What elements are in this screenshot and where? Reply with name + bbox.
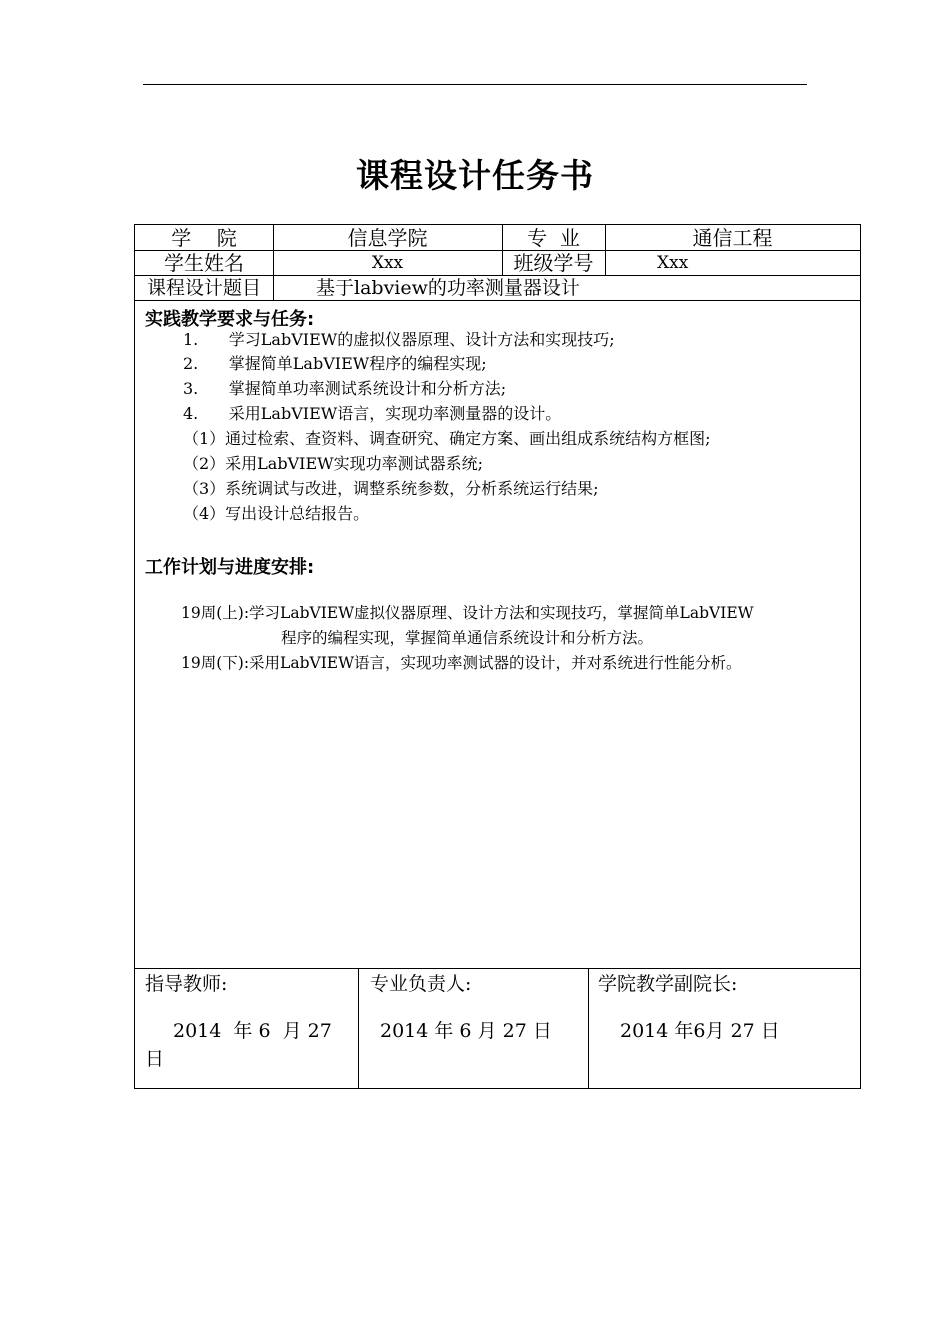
topic-label: 课程设计题目 xyxy=(146,277,261,299)
requirement-sub-item: （3）系统调试与改进，调整系统参数，分析系统运行结果; xyxy=(183,479,599,498)
requirement-sub-item: （4）写出设计总结报告。 xyxy=(183,504,370,523)
advisor-signature-label: 指导教师: xyxy=(145,973,228,995)
student-name-label: 学生姓名 xyxy=(164,251,244,275)
column-divider xyxy=(588,968,589,1088)
column-divider xyxy=(273,275,274,300)
class-id-label: 班级学号 xyxy=(513,251,594,275)
requirement-item: 1. 学习LabVIEW的虚拟仪器原理、设计方法和实现技巧; xyxy=(183,330,615,349)
schedule-item-continuation: 程序的编程实现，掌握简单通信系统设计和分析方法。 xyxy=(281,629,654,647)
task-form-table xyxy=(134,224,861,1089)
document-title: 课程设计任务书 xyxy=(356,156,594,195)
row-divider xyxy=(135,968,860,969)
schedule-heading: 工作计划与进度安排: xyxy=(145,557,315,578)
college-value: 信息学院 xyxy=(347,226,428,250)
schedule-item-first-half: 19周(上):学习LabVIEW虚拟仪器原理、设计方法和实现技巧，掌握简单LabVIEW xyxy=(181,604,754,622)
requirement-item: 4. 采用LabVIEW语言，实现功率测量器的设计。 xyxy=(183,404,562,423)
college-label: 学 院 xyxy=(171,226,237,250)
major-label: 专 业 xyxy=(527,226,580,250)
requirement-sub-item: （1）通过检索、查资料、调查研究、确定方案、画出组成系统结构方框图; xyxy=(183,429,711,448)
major-head-signature-date: 2014 年 6 月 27 日 xyxy=(380,1020,552,1042)
requirement-sub-item: （2）采用LabVIEW实现功率测试器系统; xyxy=(183,454,483,473)
topic-value: 基于labview的功率测量器设计 xyxy=(316,277,580,299)
header-rule xyxy=(143,84,807,85)
requirements-heading: 实践教学要求与任务: xyxy=(145,309,315,330)
column-divider xyxy=(358,968,359,1088)
dean-signature-date: 2014 年6月 27 日 xyxy=(620,1020,780,1042)
student-name-value: Xxx xyxy=(371,253,404,273)
major-head-signature-label: 专业负责人: xyxy=(370,973,472,995)
requirement-item: 2. 掌握简单LabVIEW程序的编程实现; xyxy=(183,354,487,373)
major-value: 通信工程 xyxy=(692,226,773,250)
dean-signature-label: 学院教学副院长: xyxy=(598,973,738,995)
advisor-signature-date: 2014 年 6 月 27 日 xyxy=(145,1020,338,1070)
class-id-value: Xxx xyxy=(657,253,689,273)
schedule-item-second-half: 19周(下):采用LabVIEW语言，实现功率测试器的设计，并对系统进行性能分析。 xyxy=(181,654,742,672)
requirement-item: 3. 掌握简单功率测试系统设计和分析方法; xyxy=(183,379,507,398)
